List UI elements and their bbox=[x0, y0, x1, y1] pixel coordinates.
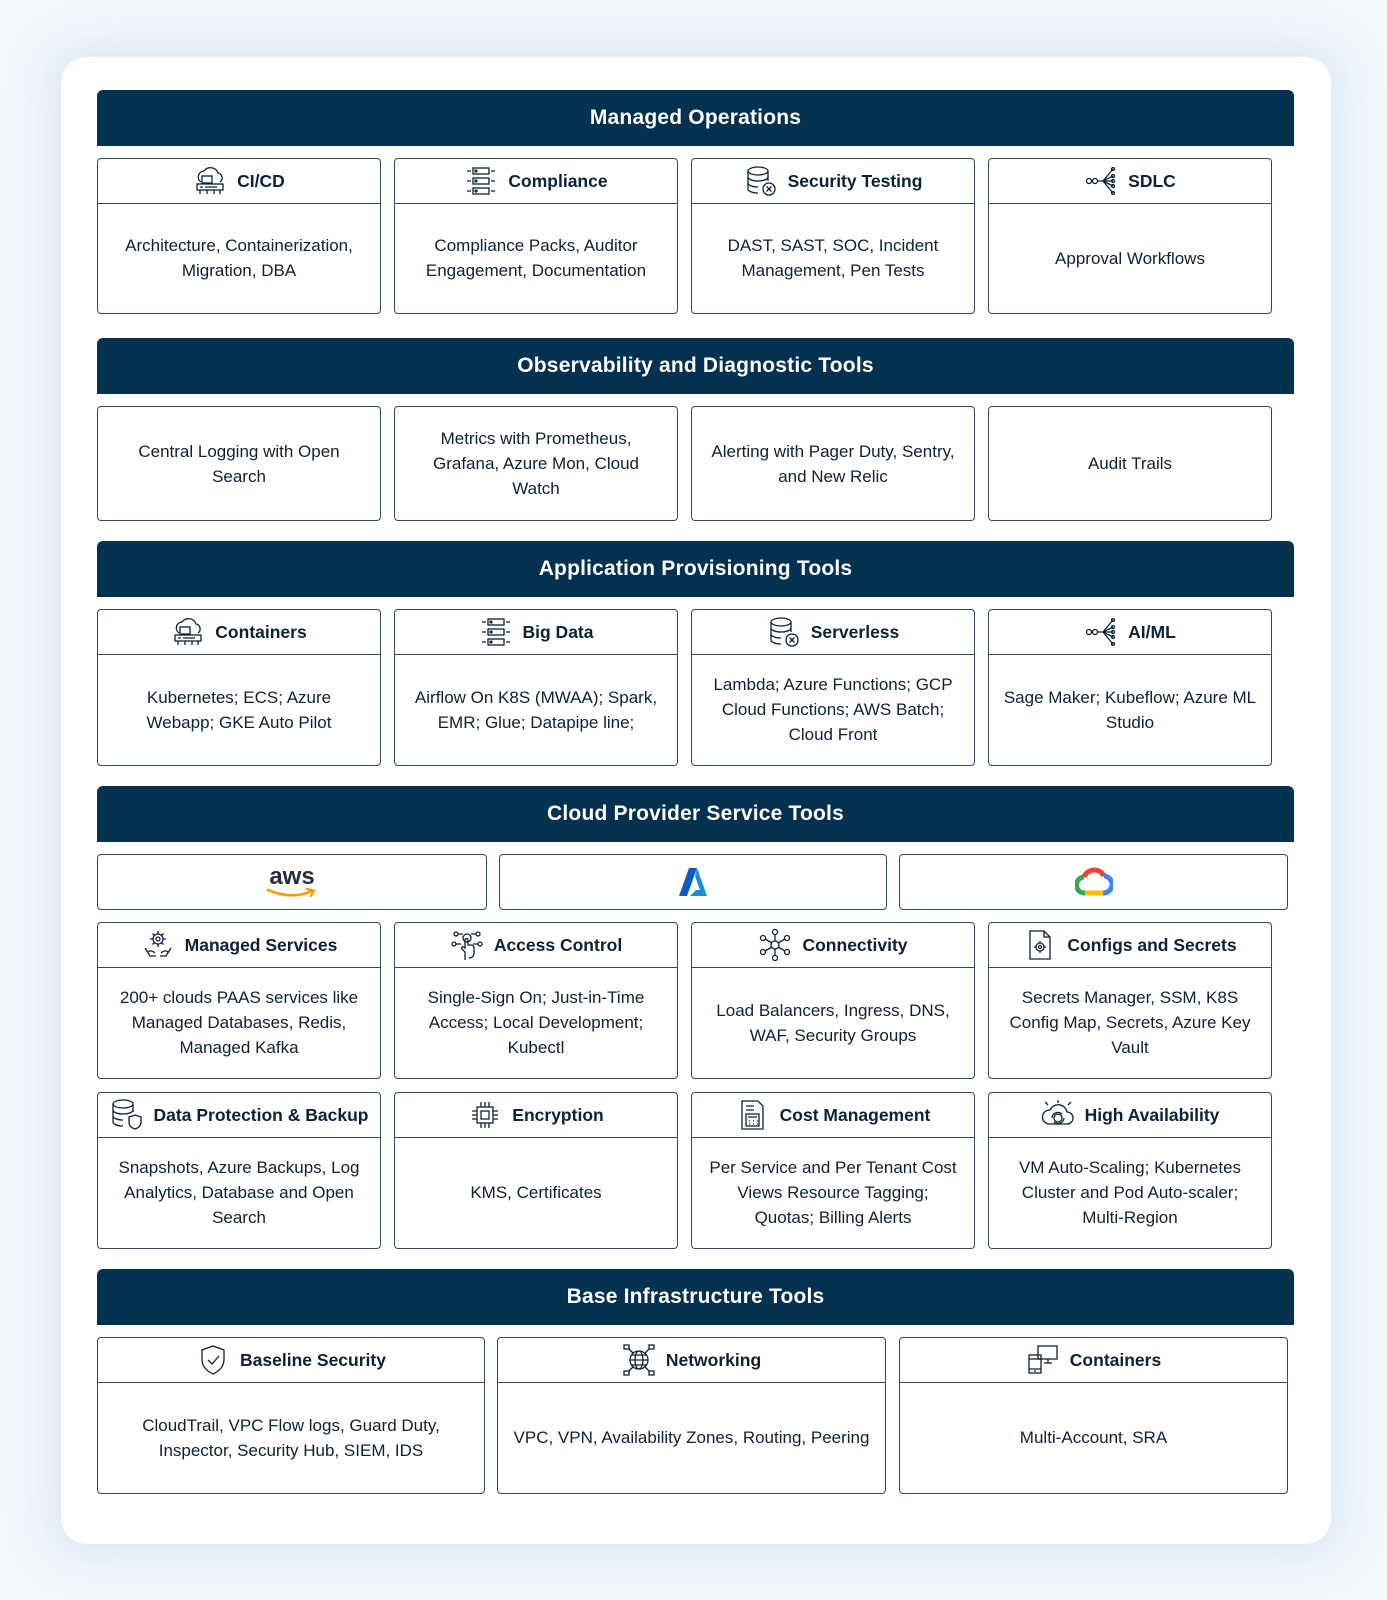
section-header-app-provisioning bbox=[97, 541, 1294, 597]
aws-logo-tile bbox=[97, 854, 487, 910]
tile-text: Approval Workflows bbox=[1055, 248, 1205, 268]
tile-label: AI/ML bbox=[1128, 621, 1176, 642]
globe-network-icon bbox=[622, 1343, 656, 1377]
tile-label: High Availability bbox=[1084, 1104, 1220, 1125]
tile-label: Access Control bbox=[493, 934, 623, 955]
tile-connectivity bbox=[691, 922, 975, 1079]
section-title: Managed Operations bbox=[589, 106, 802, 129]
tile-label: Encryption bbox=[512, 1104, 604, 1125]
tile-label: CI/CD bbox=[237, 170, 285, 191]
tile-text: Central Logging with Open Search bbox=[138, 441, 340, 486]
aws-logo: aws bbox=[266, 866, 318, 898]
tile-label: Managed Services bbox=[184, 934, 338, 955]
tile-text: Snapshots, Azure Backups, Log Analytics, Database and Open Search bbox=[118, 1158, 360, 1227]
tile-text: Lambda; Azure Functions; GCP Cloud Functions; AWS Batch; Cloud Front bbox=[713, 675, 953, 744]
google-cloud-logo bbox=[1075, 867, 1113, 897]
tile-encryption bbox=[394, 1092, 678, 1249]
tile-high-availability bbox=[988, 1092, 1272, 1249]
hand-pointer-network-icon bbox=[450, 928, 484, 962]
section-header-observability bbox=[97, 338, 1294, 394]
tile-label: Big Data bbox=[522, 621, 594, 642]
tile-ai-ml bbox=[988, 609, 1272, 766]
tile-big-data bbox=[394, 609, 678, 766]
tile-label: Containers bbox=[1069, 1349, 1162, 1370]
tile-sdlc bbox=[988, 158, 1272, 314]
tile-cicd bbox=[97, 158, 381, 314]
tile-label: Data Protection & Backup bbox=[153, 1104, 369, 1125]
tile-baseline-security bbox=[97, 1337, 485, 1494]
tile-label: Cost Management bbox=[779, 1104, 931, 1125]
section-header-cloud-provider bbox=[97, 786, 1294, 842]
tile-compliance bbox=[394, 158, 678, 314]
tile-containers bbox=[97, 609, 381, 766]
cloud-server-icon bbox=[171, 615, 205, 649]
tile-data-protection bbox=[97, 1092, 381, 1249]
tile-base-containers bbox=[899, 1337, 1288, 1494]
cloud-sync-icon bbox=[1041, 1098, 1075, 1132]
tile-text: VM Auto-Scaling; Kubernetes Cluster and Pod Auto-scaler; Multi-Region bbox=[1018, 1158, 1242, 1227]
section-title: Application Provisioning Tools bbox=[538, 557, 853, 580]
database-x-icon bbox=[744, 164, 778, 198]
database-shield-icon bbox=[110, 1098, 144, 1132]
tile-label: Configs and Secrets bbox=[1067, 934, 1237, 955]
tile-text: Architecture, Containerization, Migration, DBA bbox=[125, 236, 353, 280]
gcp-logo-tile bbox=[899, 854, 1288, 910]
tile-managed-services bbox=[97, 922, 381, 1079]
server-rack-icon bbox=[479, 615, 513, 649]
azure-logo-tile bbox=[499, 854, 887, 910]
tile-networking bbox=[497, 1337, 886, 1494]
tile-label: Compliance bbox=[508, 170, 608, 191]
tile-label: SDLC bbox=[1128, 170, 1176, 191]
workflow-nodes-icon bbox=[1084, 164, 1118, 198]
devices-icon bbox=[1026, 1343, 1060, 1377]
tile-central-logging bbox=[97, 406, 381, 521]
chip-icon bbox=[468, 1098, 502, 1132]
cloud-server-icon bbox=[193, 164, 227, 198]
tile-alerting bbox=[691, 406, 975, 521]
tile-text: Multi-Account, SRA bbox=[1019, 1428, 1168, 1447]
tile-text: Metrics with Prometheus, Grafana, Azure Mon, Cloud Watch bbox=[432, 429, 639, 498]
database-x-icon bbox=[767, 615, 801, 649]
tile-access-control bbox=[394, 922, 678, 1079]
tile-cost-management bbox=[691, 1092, 975, 1249]
server-rack-icon bbox=[464, 164, 498, 198]
section-title: Cloud Provider Service Tools bbox=[547, 802, 844, 825]
document-gear-icon bbox=[1023, 928, 1057, 962]
tile-label: Baseline Security bbox=[240, 1349, 386, 1370]
section-title: Observability and Diagnostic Tools bbox=[517, 354, 874, 377]
calculator-document-icon bbox=[736, 1098, 770, 1132]
tile-text: 200+ clouds PAAS services like Managed Databases, Redis, Managed Kafka bbox=[119, 988, 359, 1057]
tile-text: Per Service and Per Tenant Cost Views Resource Tagging; Quotas; Billing Alerts bbox=[709, 1158, 957, 1227]
azure-logo bbox=[677, 866, 709, 898]
tile-label: Security Testing bbox=[787, 170, 923, 191]
section-header-base-infrastructure bbox=[97, 1269, 1294, 1325]
tile-security-testing bbox=[691, 158, 975, 314]
tile-text: Airflow On K8S (MWAA); Spark, EMR; Glue; Datapipe line; bbox=[414, 687, 658, 732]
tile-text: Audit Trails bbox=[1087, 454, 1173, 473]
tile-label: Connectivity bbox=[802, 934, 908, 955]
tile-serverless bbox=[691, 609, 975, 766]
tile-text: CloudTrail, VPC Flow logs, Guard Duty, Inspector, Security Hub, SIEM, IDS bbox=[142, 1415, 440, 1460]
network-hub-icon bbox=[758, 928, 792, 962]
tile-text: Load Balancers, Ingress, DNS, WAF, Security Groups bbox=[716, 1000, 950, 1045]
workflow-nodes-icon bbox=[1084, 615, 1118, 649]
tile-text: Kubernetes; ECS; Azure Webapp; GKE Auto Pilot bbox=[146, 687, 332, 732]
aws-smile-icon bbox=[266, 888, 318, 898]
tile-configs-secrets bbox=[988, 922, 1272, 1079]
shield-check-icon bbox=[196, 1343, 230, 1377]
tile-label: Containers bbox=[215, 621, 307, 642]
tile-text: VPC, VPN, Availability Zones, Routing, Peering bbox=[513, 1428, 870, 1447]
tile-text: Single-Sign On; Just-in-Time Access; Local Development; Kubectl bbox=[427, 988, 645, 1057]
tile-metrics bbox=[394, 406, 678, 521]
tile-text: Secrets Manager, SSM, K8S Config Map, Secrets, Azure Key Vault bbox=[1009, 988, 1251, 1057]
tile-label: Networking bbox=[665, 1349, 762, 1370]
tile-text: Sage Maker; Kubeflow; Azure ML Studio bbox=[1003, 687, 1257, 732]
tile-text: KMS, Certificates bbox=[470, 1183, 602, 1202]
tile-text: DAST, SAST, SOC, Incident Management, Pen Tests bbox=[727, 236, 939, 280]
section-title: Base Infrastructure Tools bbox=[566, 1285, 825, 1308]
tile-audit-trails bbox=[988, 406, 1272, 521]
tile-text: Compliance Packs, Auditor Engagement, Documentation bbox=[425, 236, 647, 280]
section-header-managed-operations bbox=[97, 90, 1294, 146]
tile-label: Serverless bbox=[810, 621, 900, 642]
gear-hands-icon bbox=[141, 928, 175, 962]
tile-text: Alerting with Pager Duty, Sentry, and New Relic bbox=[711, 441, 955, 486]
